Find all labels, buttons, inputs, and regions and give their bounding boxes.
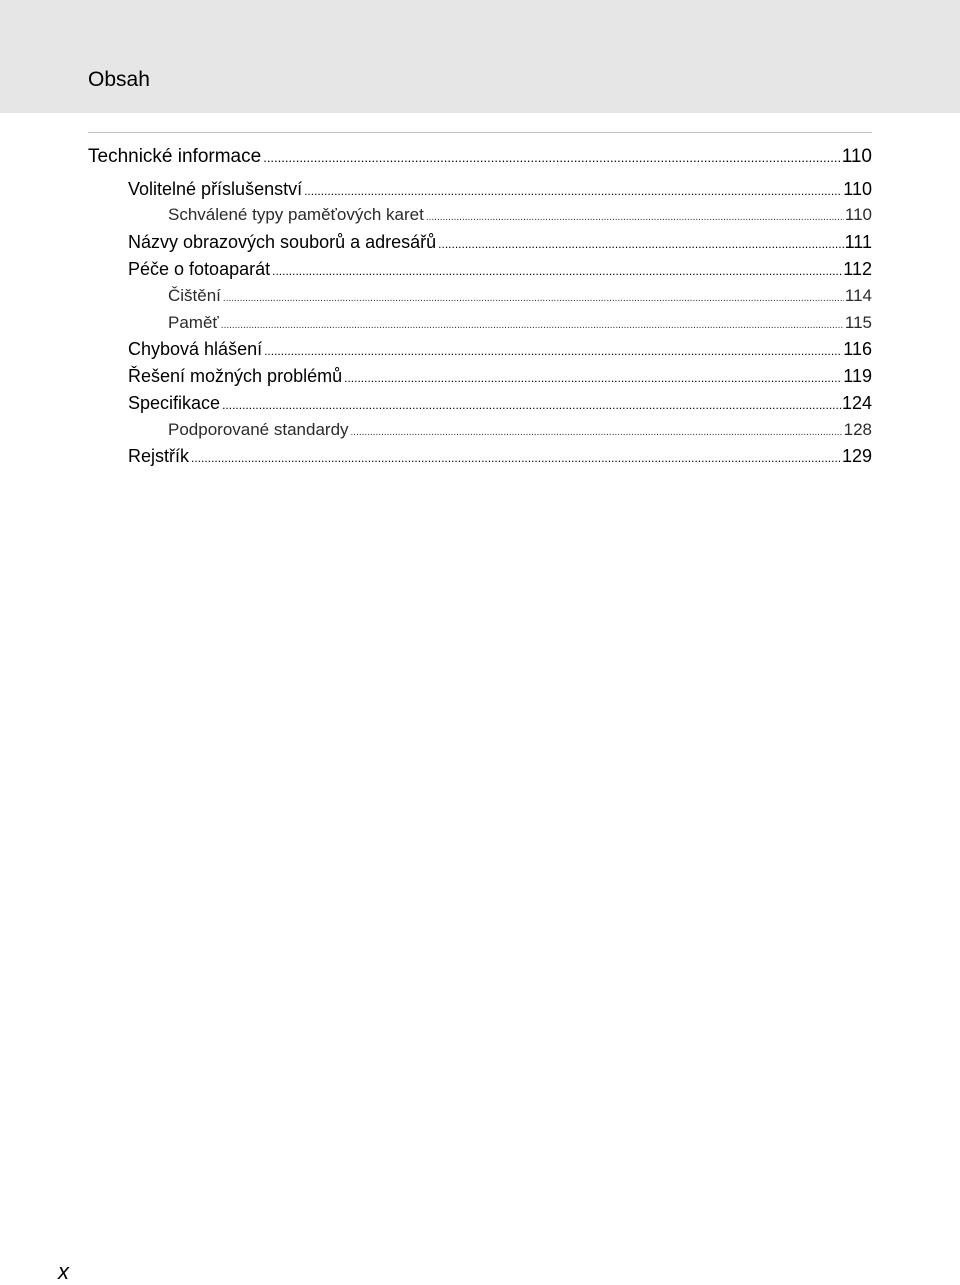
toc-entry-chybova-hlaseni[interactable] bbox=[128, 337, 872, 363]
toc-entry-label: Volitelné příslušenství bbox=[128, 179, 303, 199]
toc-entry-page: 128 bbox=[843, 420, 872, 439]
toc-leader-dots bbox=[263, 145, 841, 170]
toc-entry-technicke-informace[interactable] bbox=[88, 145, 872, 170]
toc-entry-label: Čištění bbox=[168, 286, 221, 305]
toc-entry-rejstrik[interactable] bbox=[128, 444, 872, 470]
toc-entry-page: 119 bbox=[843, 366, 872, 386]
toc-entry-page: 114 bbox=[844, 286, 872, 305]
toc-leader-dots bbox=[351, 418, 843, 445]
toc-entry-page: 111 bbox=[844, 232, 872, 252]
toc-leader-dots bbox=[438, 230, 843, 256]
toc-entry-schvalene-typy-pametovych-karet[interactable] bbox=[168, 203, 872, 230]
toc-entry-label: Podporované standardy bbox=[168, 420, 349, 439]
header-band bbox=[0, 0, 960, 113]
toc-leader-dots bbox=[223, 284, 844, 311]
toc-entry-label: Názvy obrazových souborů a adresářů bbox=[128, 232, 437, 252]
toc-entry-page: 110 bbox=[841, 146, 872, 167]
toc-entry-volitelne-prislusenstvi[interactable] bbox=[128, 177, 872, 203]
toc-entry-page: 112 bbox=[843, 259, 872, 279]
page-title: Obsah bbox=[88, 68, 150, 91]
toc-entry-label: Specifikace bbox=[128, 393, 221, 413]
toc-entry-podporovane-standardy[interactable] bbox=[168, 418, 872, 445]
toc-entry-page: 110 bbox=[844, 205, 872, 224]
toc-entry-specifikace[interactable] bbox=[128, 391, 872, 417]
toc-leader-dots bbox=[304, 177, 842, 203]
page-number: x bbox=[58, 1259, 69, 1284]
toc-entry-nazvy-obrazovych-souboru[interactable] bbox=[128, 230, 872, 256]
toc-entry-page: 110 bbox=[843, 179, 872, 199]
toc-leader-dots bbox=[272, 257, 842, 283]
toc-leader-dots bbox=[222, 391, 841, 417]
toc-entry-label: Schválené typy paměťových karet bbox=[168, 205, 424, 224]
toc-entry-pamet[interactable] bbox=[168, 311, 872, 338]
toc-leader-dots bbox=[426, 203, 844, 230]
toc-entry-label: Péče o fotoaparát bbox=[128, 259, 271, 279]
toc-entry-page: 124 bbox=[841, 393, 872, 413]
toc-entry-pece-o-fotoaparat[interactable] bbox=[128, 257, 872, 283]
toc-entry-page: 116 bbox=[843, 339, 872, 359]
toc-leader-dots bbox=[191, 444, 841, 470]
toc-entry-cisteni[interactable] bbox=[168, 284, 872, 311]
toc-entry-label: Chybová hlášení bbox=[128, 339, 263, 359]
toc-entry-reseni-moznych-problemu[interactable] bbox=[128, 364, 872, 390]
toc-entry-page: 129 bbox=[841, 446, 872, 466]
toc-entry-label: Rejstřík bbox=[128, 446, 190, 466]
toc-leader-dots bbox=[264, 337, 842, 363]
header-divider bbox=[88, 132, 872, 133]
toc-entry-label: Paměť bbox=[168, 313, 219, 332]
toc-entry-label: Řešení možných problémů bbox=[128, 366, 343, 386]
toc-entry-label: Technické informace bbox=[88, 146, 262, 167]
toc-entry-page: 115 bbox=[844, 313, 872, 332]
toc-leader-dots bbox=[221, 311, 844, 338]
toc-leader-dots bbox=[344, 364, 842, 390]
